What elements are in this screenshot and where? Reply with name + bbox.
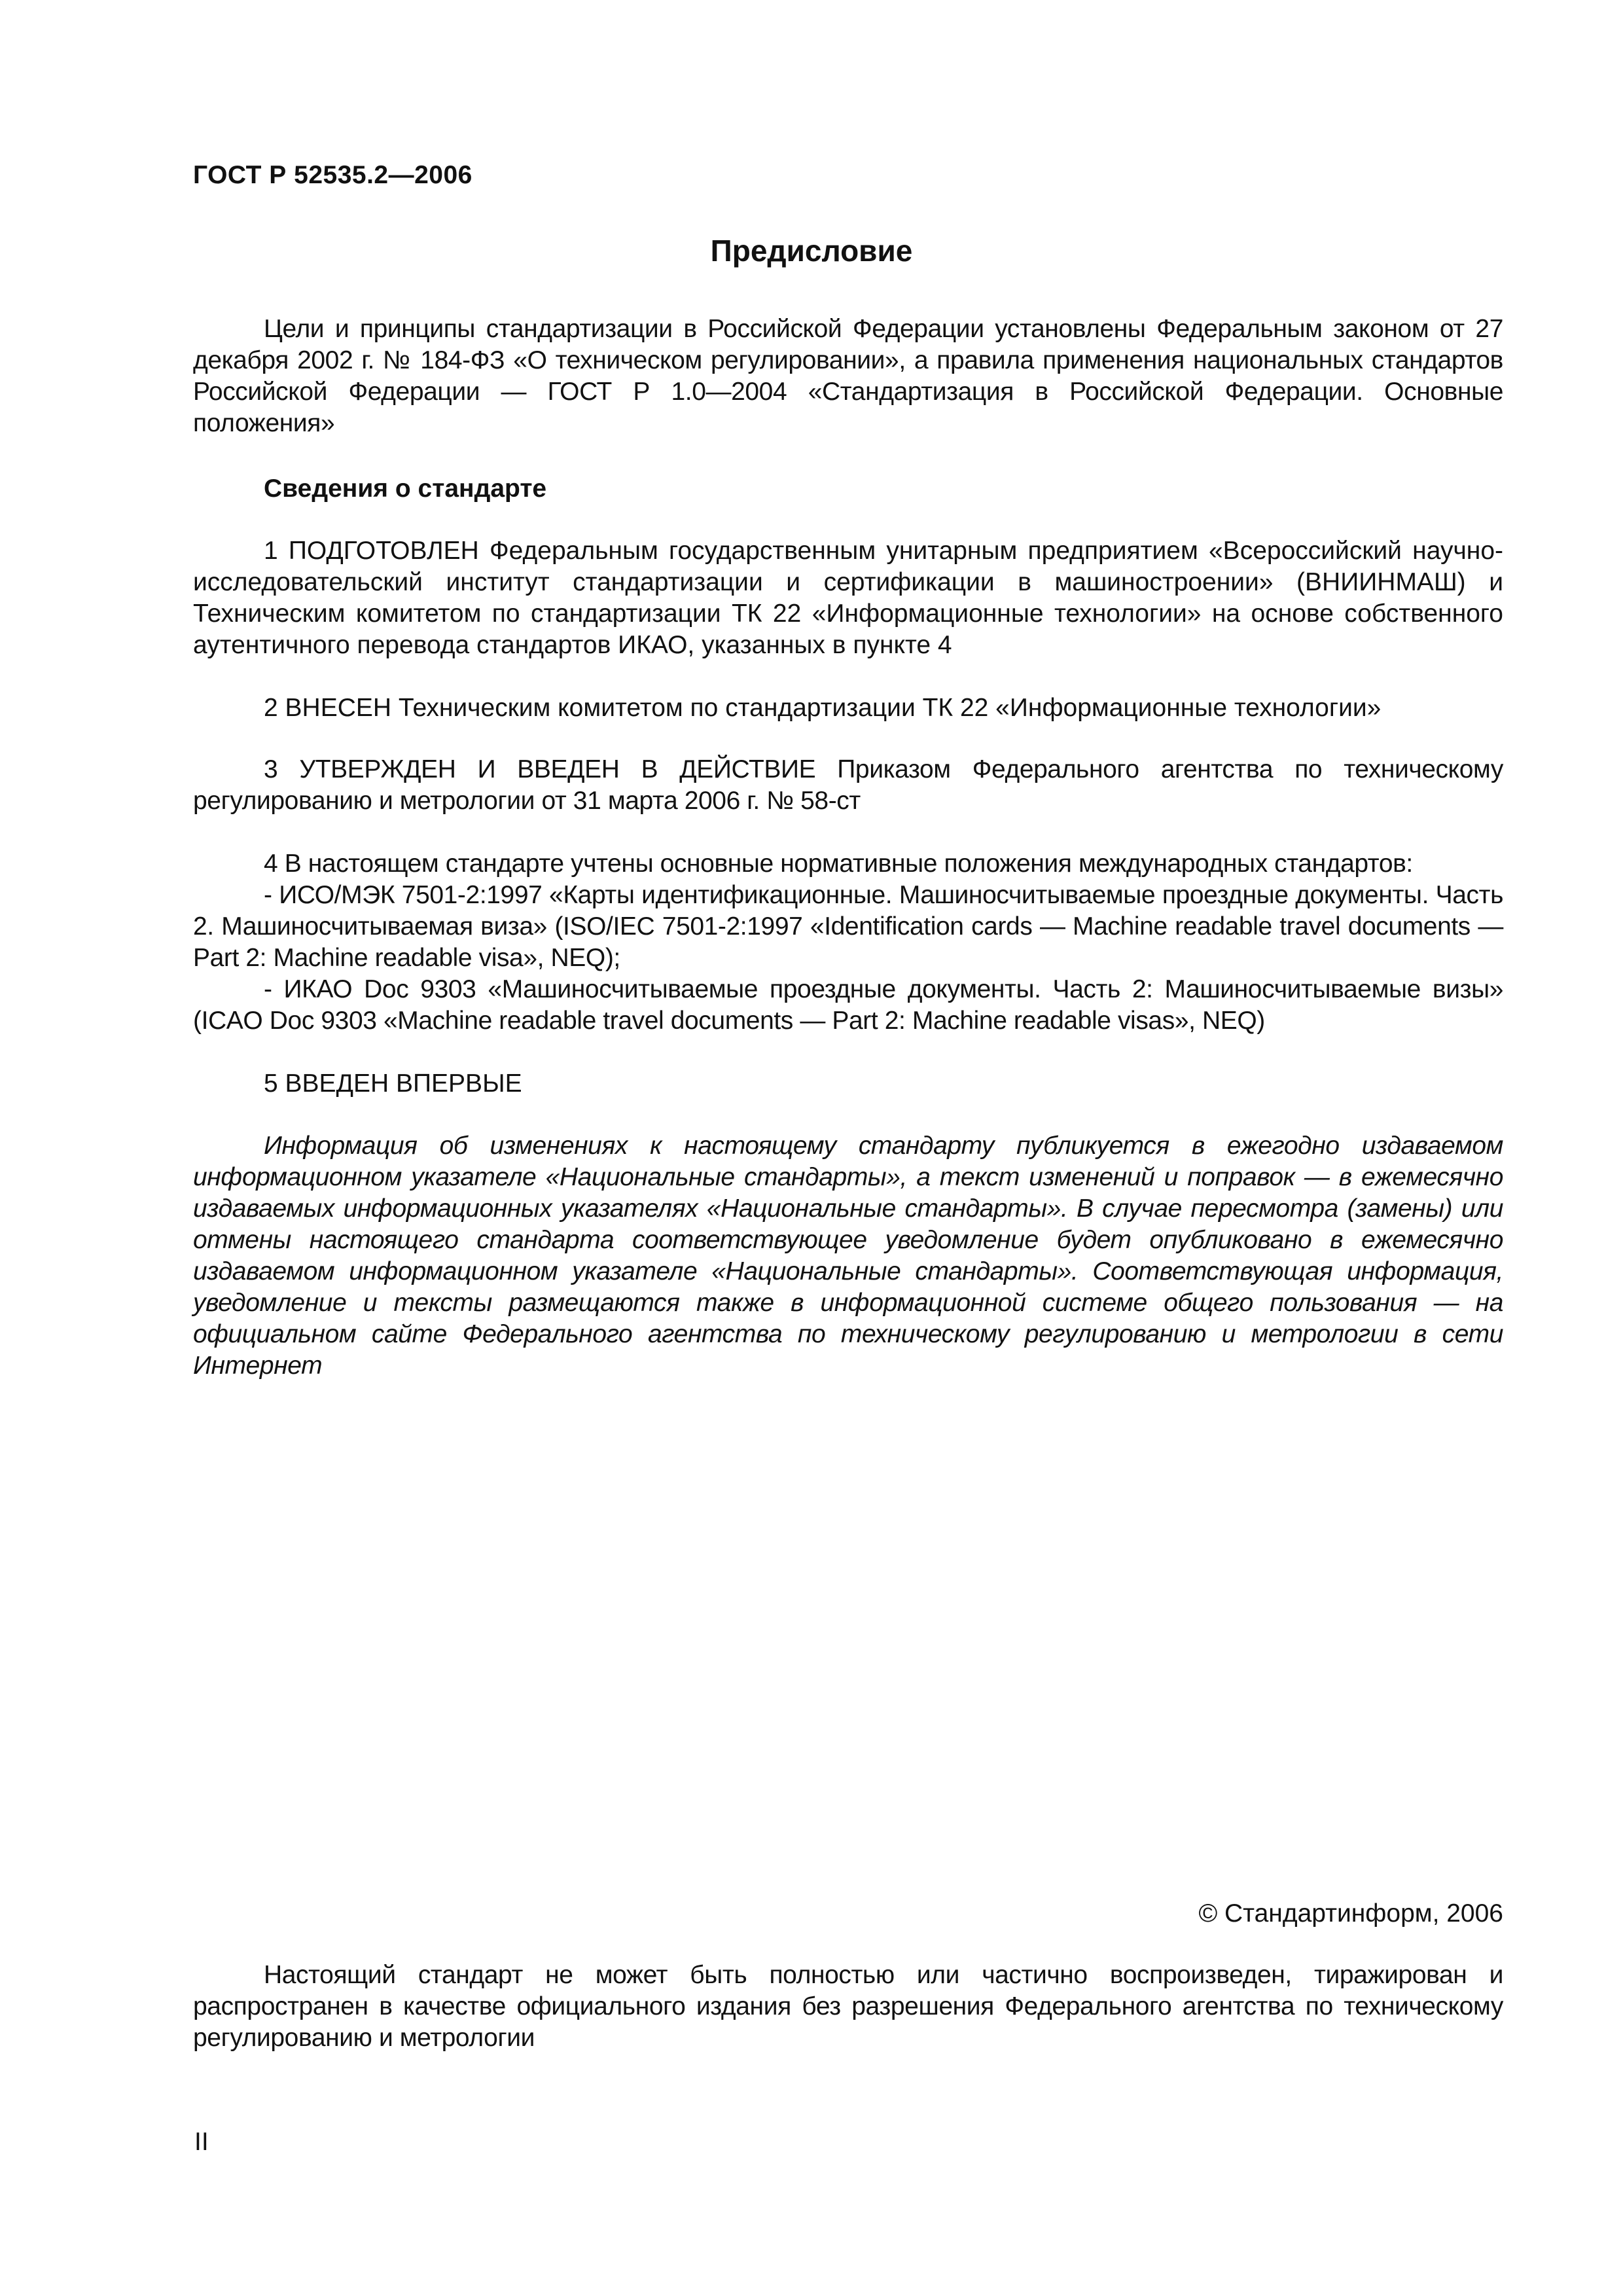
item-standard-iso: - ИСО/МЭК 7501-2:1997 «Карты идентификационные. Машиносчитываемые проездные документы. Часть 2. Машиносчитываемая виза» (ISO/IEC 7501-2:1997 «Identification cards — Machine readable travel documents — Part 2: Machine readable visa», NEQ); <box>193 881 1503 972</box>
item-standard-icao: - ИКАО Doc 9303 «Машиносчитываемые проездные документы. Часть 2: Машиносчитываемые визы» (ICAO Doc 9303 «Machine readable travel documents — Part 2: Machine readable visas», NEQ) <box>193 975 1503 1035</box>
document-code: ГОСТ Р 52535.2—2006 <box>193 161 473 189</box>
info-heading: Сведения о стандарте <box>264 475 547 503</box>
document-page <box>193 0 1503 2296</box>
item-prepared: 1 ПОДГОТОВЛЕН Федеральным государственным унитарным предприятием «Всероссийский научно-исследовательский институт стандартизации и сертификации в машиностроении» (ВНИИНМАШ) и Техническим комитетом по стандартизации ТК 22 «Информационные технологии» на основе собственного аутентичного перевода стандартов ИКАО, указанных в пункте 4 <box>193 537 1503 659</box>
item-approved: 3 УТВЕРЖДЕН И ВВЕДЕН В ДЕЙСТВИЕ Приказом Федерального агентства по техническому регулированию и метрологии от 31 марта 2006 г. № 58-ст <box>193 755 1503 815</box>
copyright-notice: © Стандартинформ, 2006 <box>1198 1899 1503 1928</box>
amendments-note: Информация об изменениях к настоящему стандарту публикуется в ежегодно издаваемом информационном указателе «Национальные стандарты», а текст изменений и поправок — в ежемесячно издаваемых информационных указателях «Национальные стандарты». В случае пересмотра (замены) или отмены настоящего стандарта соответствующее уведомление будет опубликовано в ежемесячно издаваемом информационном указателе «Национальные стандарты». Соответствующая информация, уведомление и тексты размещаются также в информационной системе общего пользования — на официальном сайте Федерального агентства по техническому регулированию и метрологии в сети Интернет <box>193 1132 1503 1380</box>
intro-paragraph: Цели и принципы стандартизации в Российской Федерации установлены Федеральным законом от 27 декабря 2002 г. № 184-ФЗ «О техническом регулировании», а правила применения национальных стандартов Российской Федерации — ГОСТ Р 1.0—2004 «Стандартизация в Российской Федерации. Основные положения» <box>193 315 1503 437</box>
reproduction-notice: Настоящий стандарт не может быть полностью или частично воспроизведен, тиражирован и распространен в качестве официального издания без разрешения Федерального агентства по техническому регулированию и метрологии <box>193 1961 1503 2052</box>
item-submitted: 2 ВНЕСЕН Техническим комитетом по стандартизации ТК 22 «Информационные технологии» <box>264 694 1382 722</box>
item-standards-intro: 4 В настоящем стандарте учтены основные нормативные положения международных стандартов: <box>264 850 1413 878</box>
page-number: II <box>194 2128 209 2156</box>
page-title: Предисловие <box>710 234 913 268</box>
item-first-introduced: 5 ВВЕДЕН ВПЕРВЫЕ <box>264 1069 522 1098</box>
